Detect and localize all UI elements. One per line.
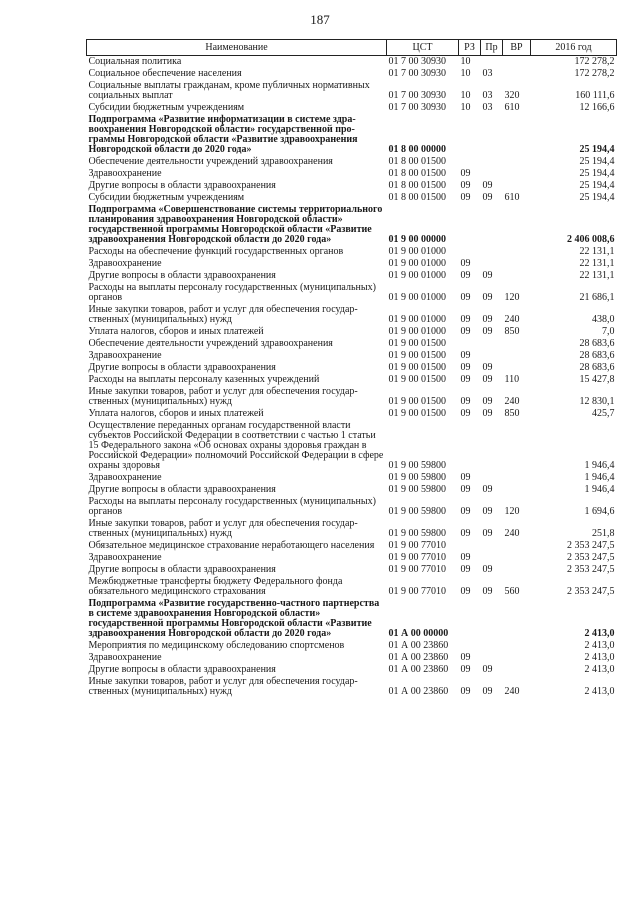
table-row bbox=[87, 270, 617, 282]
row-amount: 2 353 247,5 bbox=[567, 552, 615, 563]
table-row bbox=[87, 338, 617, 350]
table-body bbox=[87, 56, 617, 699]
row-rz: 09 bbox=[460, 326, 471, 337]
row-name: Здравоохранение bbox=[88, 552, 162, 563]
budget-table bbox=[86, 39, 617, 698]
table-row bbox=[87, 246, 617, 258]
row-cst: 01 А 00 23860 bbox=[388, 664, 449, 675]
row-amount: 28 683,6 bbox=[579, 362, 615, 373]
row-rz: 09 bbox=[460, 258, 471, 269]
table-row bbox=[87, 374, 617, 386]
row-pr: 09 bbox=[482, 484, 493, 495]
row-cst: 01 9 00 77010 bbox=[388, 586, 446, 597]
table-row bbox=[87, 282, 617, 304]
row-amount: 172 278,2 bbox=[574, 68, 615, 79]
row-pr bbox=[481, 114, 503, 156]
table-row bbox=[87, 540, 617, 552]
row-rz: 09 bbox=[460, 686, 471, 697]
row-cst: 01 9 00 01500 bbox=[388, 338, 446, 349]
table-row bbox=[87, 304, 617, 326]
table-row bbox=[87, 258, 617, 270]
row-rz: 09 bbox=[460, 270, 471, 281]
row-vr bbox=[503, 56, 531, 69]
row-rz bbox=[459, 338, 481, 350]
row-rz: 09 bbox=[460, 192, 471, 203]
row-name: Иные закупки товаров, работ и услуг для обеспечения государственных (муниципальных) нужд bbox=[88, 304, 358, 325]
row-vr bbox=[503, 270, 531, 282]
row-cst: 01 9 00 59800 bbox=[388, 506, 446, 517]
row-vr: 120 bbox=[504, 506, 520, 517]
row-name: Обеспечение деятельности учреждений здравоохранения bbox=[88, 156, 333, 167]
row-pr bbox=[481, 56, 503, 69]
row-rz: 10 bbox=[460, 102, 471, 113]
table-row bbox=[87, 484, 617, 496]
row-vr bbox=[503, 350, 531, 362]
row-rz bbox=[459, 246, 481, 258]
row-cst: 01 8 00 01500 bbox=[388, 156, 446, 167]
row-cst: 01 7 00 30930 bbox=[388, 102, 446, 113]
row-rz: 10 bbox=[460, 68, 471, 79]
row-vr bbox=[503, 68, 531, 80]
row-cst: 01 9 00 01500 bbox=[388, 350, 446, 361]
row-cst: 01 9 00 01000 bbox=[388, 258, 446, 269]
table-row bbox=[87, 204, 617, 246]
row-name: Социальная политика bbox=[88, 56, 182, 67]
page-number: 187 bbox=[310, 12, 330, 27]
row-pr bbox=[481, 246, 503, 258]
row-cst: 01 8 00 00000 bbox=[388, 144, 446, 155]
row-pr bbox=[481, 156, 503, 168]
row-pr: 09 bbox=[482, 314, 493, 325]
row-cst: 01 9 00 01000 bbox=[388, 326, 446, 337]
row-amount: 1 946,4 bbox=[584, 484, 615, 495]
row-vr bbox=[503, 540, 531, 552]
row-name: Расходы на обеспечение функций государственных органов bbox=[88, 246, 344, 257]
row-amount: 2 413,0 bbox=[584, 652, 615, 663]
row-cst: 01 9 00 59800 bbox=[388, 484, 446, 495]
table-row bbox=[87, 168, 617, 180]
row-rz: 09 bbox=[460, 374, 471, 385]
row-vr: 240 bbox=[504, 396, 520, 407]
row-rz bbox=[459, 598, 481, 640]
row-vr bbox=[503, 484, 531, 496]
row-vr bbox=[503, 664, 531, 676]
row-rz bbox=[459, 540, 481, 552]
table-row bbox=[87, 598, 617, 640]
row-rz: 09 bbox=[460, 180, 471, 191]
row-amount: 28 683,6 bbox=[579, 350, 615, 361]
row-cst: 01 9 00 01000 bbox=[388, 270, 446, 281]
row-pr bbox=[481, 350, 503, 362]
row-pr: 09 bbox=[482, 192, 493, 203]
row-name: Подпрограмма «Развитие государственно-частного партнерства в системе здравоохранения Новгородской области» государственной программы Новгородской области «Развитие здравоохранения Новгородской области до 2020 года» bbox=[88, 598, 380, 639]
row-amount: 438,0 bbox=[592, 314, 615, 325]
row-name: Иные закупки товаров, работ и услуг для обеспечения государственных (муниципальных) нужд bbox=[88, 386, 358, 407]
row-rz bbox=[459, 114, 481, 156]
row-amount: 1 946,4 bbox=[584, 472, 615, 483]
row-name: Другие вопросы в области здравоохранения bbox=[88, 270, 276, 281]
table-row bbox=[87, 192, 617, 204]
row-pr bbox=[481, 204, 503, 246]
row-pr bbox=[481, 338, 503, 350]
row-rz: 10 bbox=[460, 90, 471, 101]
row-rz: 09 bbox=[460, 586, 471, 597]
row-amount: 12 166,6 bbox=[579, 102, 615, 113]
table-header bbox=[87, 40, 617, 56]
row-pr bbox=[481, 652, 503, 664]
row-name: Мероприятия по медицинскому обследованию спортсменов bbox=[88, 640, 345, 651]
row-rz: 09 bbox=[460, 528, 471, 539]
row-vr bbox=[503, 472, 531, 484]
row-rz: 09 bbox=[460, 314, 471, 325]
row-rz: 09 bbox=[460, 506, 471, 517]
row-rz: 09 bbox=[460, 350, 471, 361]
row-name: Иные закупки товаров, работ и услуг для обеспечения государственных (муниципальных) нужд bbox=[88, 518, 358, 539]
table-row bbox=[87, 68, 617, 80]
row-name: Социальное обеспечение населения bbox=[88, 68, 242, 79]
table-row bbox=[87, 518, 617, 540]
row-cst: 01 8 00 01500 bbox=[388, 192, 446, 203]
row-pr: 09 bbox=[482, 586, 493, 597]
header-amount: 2016 год bbox=[531, 40, 617, 56]
row-cst: 01 9 00 01500 bbox=[388, 374, 446, 385]
row-amount: 28 683,6 bbox=[579, 338, 615, 349]
row-cst: 01 9 00 00000 bbox=[388, 234, 446, 245]
row-name: Другие вопросы в области здравоохранения bbox=[88, 564, 276, 575]
row-pr: 09 bbox=[482, 664, 493, 675]
row-cst: 01 9 00 01000 bbox=[388, 314, 446, 325]
row-amount: 2 413,0 bbox=[584, 664, 615, 675]
row-name: Уплата налогов, сборов и иных платежей bbox=[88, 408, 264, 419]
table-row bbox=[87, 80, 617, 102]
row-pr bbox=[481, 598, 503, 640]
row-pr: 09 bbox=[482, 326, 493, 337]
row-rz: 10 bbox=[460, 56, 471, 67]
row-pr: 09 bbox=[482, 506, 493, 517]
row-amount: 12 830,1 bbox=[579, 396, 615, 407]
row-pr: 09 bbox=[482, 180, 493, 191]
row-cst: 01 9 00 01000 bbox=[388, 292, 446, 303]
row-pr: 09 bbox=[482, 396, 493, 407]
row-pr bbox=[481, 640, 503, 652]
row-amount: 425,7 bbox=[592, 408, 615, 419]
row-vr: 240 bbox=[504, 686, 520, 697]
row-rz: 09 bbox=[460, 362, 471, 373]
row-amount: 172 278,2 bbox=[574, 56, 615, 67]
table-row bbox=[87, 326, 617, 338]
row-name: Другие вопросы в области здравоохранения bbox=[88, 180, 276, 191]
row-cst: 01 8 00 01500 bbox=[388, 168, 446, 179]
row-amount: 1 946,4 bbox=[584, 460, 615, 471]
header-pr: Пр bbox=[481, 40, 503, 56]
row-amount: 2 413,0 bbox=[584, 686, 615, 697]
row-cst: 01 9 00 01500 bbox=[388, 408, 446, 419]
table-row bbox=[87, 114, 617, 156]
row-name: Другие вопросы в области здравоохранения bbox=[88, 664, 276, 675]
row-name: Подпрограмма «Совершенствование системы территориального планирования здравоохранения Новгородской области» государственной программы Новгородской области «Развитие здравоохранения Новгородской области до 2020 года» bbox=[88, 204, 383, 245]
row-cst: 01 9 00 59800 bbox=[388, 472, 446, 483]
row-amount: 22 131,1 bbox=[579, 270, 615, 281]
table-row bbox=[87, 350, 617, 362]
table-row bbox=[87, 676, 617, 698]
row-name: Расходы на выплаты персоналу казенных учреждений bbox=[88, 374, 320, 385]
row-cst: 01 9 00 59800 bbox=[388, 528, 446, 539]
row-pr: 09 bbox=[482, 270, 493, 281]
row-amount: 2 413,0 bbox=[584, 628, 615, 639]
row-vr bbox=[503, 168, 531, 180]
row-name: Социальные выплаты гражданам, кроме публичных нормативных социальных выплат bbox=[88, 80, 370, 101]
row-name: Уплата налогов, сборов и иных платежей bbox=[88, 326, 264, 337]
row-vr: 850 bbox=[504, 326, 520, 337]
row-vr bbox=[503, 552, 531, 564]
table-row bbox=[87, 156, 617, 168]
row-pr: 09 bbox=[482, 686, 493, 697]
header-vr: ВР bbox=[503, 40, 531, 56]
row-vr: 110 bbox=[504, 374, 520, 385]
row-name: Здравоохранение bbox=[88, 168, 162, 179]
row-cst: 01 9 00 01000 bbox=[388, 246, 446, 257]
row-rz: 09 bbox=[460, 484, 471, 495]
row-vr bbox=[503, 246, 531, 258]
row-rz: 09 bbox=[460, 472, 471, 483]
row-amount: 22 131,1 bbox=[579, 246, 615, 257]
row-rz bbox=[459, 420, 481, 472]
row-amount: 22 131,1 bbox=[579, 258, 615, 269]
row-vr bbox=[503, 204, 531, 246]
row-vr bbox=[503, 652, 531, 664]
row-cst: 01 7 00 30930 bbox=[388, 68, 446, 79]
row-amount: 25 194,4 bbox=[579, 192, 615, 203]
header-cst: ЦСТ bbox=[387, 40, 459, 56]
table-row bbox=[87, 386, 617, 408]
row-amount: 25 194,4 bbox=[579, 156, 615, 167]
table-row bbox=[87, 496, 617, 518]
table-row bbox=[87, 640, 617, 652]
table-row bbox=[87, 408, 617, 420]
row-cst: 01 8 00 01500 bbox=[388, 180, 446, 191]
row-rz: 09 bbox=[460, 552, 471, 563]
row-name: Иные закупки товаров, работ и услуг для обеспечения государственных (муниципальных) нужд bbox=[88, 676, 358, 697]
row-amount: 2 353 247,5 bbox=[567, 564, 615, 575]
row-cst: 01 А 00 00000 bbox=[388, 628, 449, 639]
table-row bbox=[87, 652, 617, 664]
row-vr: 240 bbox=[504, 528, 520, 539]
row-cst: 01 А 00 23860 bbox=[388, 686, 449, 697]
row-vr bbox=[503, 640, 531, 652]
row-pr: 03 bbox=[482, 68, 493, 79]
row-name: Субсидии бюджетным учреждениям bbox=[88, 102, 245, 113]
row-rz bbox=[459, 156, 481, 168]
row-cst: 01 9 00 59800 bbox=[388, 460, 446, 471]
row-name: Расходы на выплаты персоналу государственных (муниципальных) органов bbox=[88, 496, 376, 517]
table-row bbox=[87, 420, 617, 472]
row-cst: 01 9 00 01500 bbox=[388, 396, 446, 407]
row-amount: 25 194,4 bbox=[579, 168, 615, 179]
row-vr bbox=[503, 156, 531, 168]
row-vr bbox=[503, 362, 531, 374]
row-amount: 160 111,6 bbox=[575, 90, 615, 101]
row-rz: 09 bbox=[460, 408, 471, 419]
row-rz: 09 bbox=[460, 652, 471, 663]
row-name: Другие вопросы в области здравоохранения bbox=[88, 362, 276, 373]
row-amount: 2 353 247,5 bbox=[567, 540, 615, 551]
row-amount: 2 353 247,5 bbox=[567, 586, 615, 597]
row-pr bbox=[481, 540, 503, 552]
row-vr: 240 bbox=[504, 314, 520, 325]
row-pr bbox=[481, 168, 503, 180]
row-name: Субсидии бюджетным учреждениям bbox=[88, 192, 245, 203]
row-rz: 09 bbox=[460, 396, 471, 407]
row-cst: 01 9 00 77010 bbox=[388, 552, 446, 563]
row-cst: 01 9 00 01500 bbox=[388, 362, 446, 373]
row-name: Расходы на выплаты персоналу государственных (муниципальных) органов bbox=[88, 282, 376, 303]
row-amount: 2 413,0 bbox=[584, 640, 615, 651]
row-pr: 09 bbox=[482, 528, 493, 539]
row-rz: 09 bbox=[460, 168, 471, 179]
row-pr bbox=[481, 258, 503, 270]
row-vr: 320 bbox=[504, 90, 520, 101]
row-vr: 610 bbox=[504, 192, 520, 203]
row-pr bbox=[481, 552, 503, 564]
table-row bbox=[87, 102, 617, 114]
row-amount: 1 694,6 bbox=[584, 506, 615, 517]
row-vr bbox=[503, 338, 531, 350]
table-row bbox=[87, 362, 617, 374]
row-name: Обеспечение деятельности учреждений здравоохранения bbox=[88, 338, 333, 349]
row-vr: 610 bbox=[504, 102, 520, 113]
row-pr: 09 bbox=[482, 374, 493, 385]
row-pr: 03 bbox=[482, 102, 493, 113]
row-amount: 15 427,8 bbox=[579, 374, 615, 385]
row-rz bbox=[459, 640, 481, 652]
row-vr bbox=[503, 114, 531, 156]
table-row bbox=[87, 576, 617, 598]
table-row bbox=[87, 552, 617, 564]
row-rz: 09 bbox=[460, 564, 471, 575]
table-row bbox=[87, 56, 617, 69]
table-row bbox=[87, 472, 617, 484]
row-rz: 09 bbox=[460, 664, 471, 675]
row-amount: 7,0 bbox=[602, 326, 615, 337]
row-name: Здравоохранение bbox=[88, 652, 162, 663]
row-pr: 09 bbox=[482, 362, 493, 373]
row-cst: 01 9 00 77010 bbox=[388, 564, 446, 575]
row-cst: 01 7 00 30930 bbox=[388, 90, 446, 101]
header-name: Наименование bbox=[87, 40, 387, 56]
row-amount: 25 194,4 bbox=[579, 144, 615, 155]
row-amount: 251,8 bbox=[592, 528, 615, 539]
row-pr: 09 bbox=[482, 564, 493, 575]
row-name: Подпрограмма «Развитие информатизации в системе здравоохранения Новгородской области» государственной программы Новгородской области «Развитие здравоохранения Новгородской области до 2020 года» bbox=[88, 114, 358, 155]
row-pr bbox=[481, 472, 503, 484]
row-name: Межбюджетные трансферты бюджету Федерального фонда обязательного медицинского страхования bbox=[88, 576, 343, 597]
row-vr: 850 bbox=[504, 408, 520, 419]
row-cst: 01 9 00 77010 bbox=[388, 540, 446, 551]
row-vr: 560 bbox=[504, 586, 520, 597]
row-name: Здравоохранение bbox=[88, 350, 162, 361]
row-vr bbox=[503, 598, 531, 640]
row-vr bbox=[503, 180, 531, 192]
row-name: Осуществление переданных органам государственной власти субъектов Российской Федерации в соответствии с частью 1 статьи 15 Федерального закона «Об основах охраны здоровья граждан в Российской Федерации» полномочий Российской Федерации в сфере охраны здоровья bbox=[88, 420, 384, 471]
row-pr: 03 bbox=[482, 90, 493, 101]
row-rz: 09 bbox=[460, 292, 471, 303]
row-pr: 09 bbox=[482, 408, 493, 419]
table-row bbox=[87, 564, 617, 576]
row-amount: 21 686,1 bbox=[579, 292, 615, 303]
row-rz bbox=[459, 204, 481, 246]
header-rz: РЗ bbox=[459, 40, 481, 56]
row-cst: 01 7 00 30930 bbox=[388, 56, 446, 67]
row-name: Другие вопросы в области здравоохранения bbox=[88, 484, 276, 495]
row-vr bbox=[503, 258, 531, 270]
row-pr bbox=[481, 420, 503, 472]
row-vr bbox=[503, 420, 531, 472]
row-amount: 25 194,4 bbox=[579, 180, 615, 191]
table-row bbox=[87, 664, 617, 676]
row-name: Здравоохранение bbox=[88, 258, 162, 269]
row-vr: 120 bbox=[504, 292, 520, 303]
row-vr bbox=[503, 564, 531, 576]
row-cst: 01 А 00 23860 bbox=[388, 640, 449, 651]
row-name: Здравоохранение bbox=[88, 472, 162, 483]
row-name: Обязательное медицинское страхование неработающего населения bbox=[88, 540, 375, 551]
row-pr: 09 bbox=[482, 292, 493, 303]
row-cst: 01 А 00 23860 bbox=[388, 652, 449, 663]
row-amount: 2 406 008,6 bbox=[567, 234, 615, 245]
table-row bbox=[87, 180, 617, 192]
